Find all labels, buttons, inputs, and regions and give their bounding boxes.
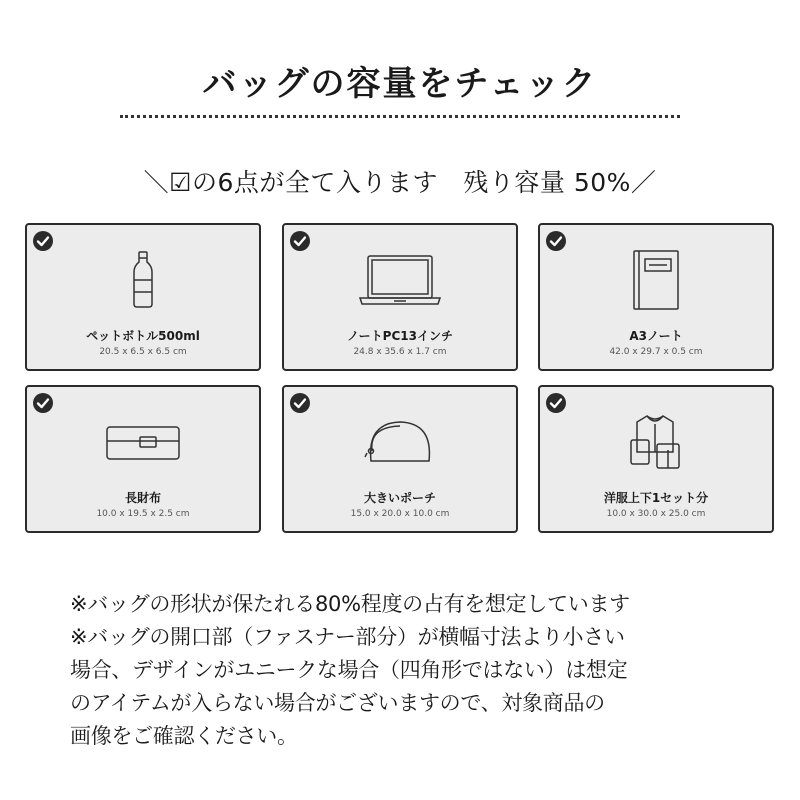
item-card-pouch: [282, 385, 518, 533]
notebook-icon: [540, 245, 772, 315]
item-name: 大きいポーチ: [363, 491, 436, 505]
note-line: 画像をご確認ください。: [70, 724, 298, 748]
item-card-bottle: [25, 223, 261, 371]
item-size: 10.0 x 30.0 x 25.0 cm: [606, 509, 706, 519]
disclaimer-notes: [70, 588, 770, 753]
note-line: 場合、デザインがユニークな場合（四角形ではない）は想定: [70, 658, 628, 682]
bottle-icon: [27, 245, 259, 315]
item-size: 42.0 x 29.7 x 0.5 cm: [609, 347, 703, 357]
item-size: 15.0 x 20.0 x 10.0 cm: [350, 509, 450, 519]
item-card-laptop: [282, 223, 518, 371]
item-name: ペットボトル500ml: [86, 329, 200, 343]
item-size: 10.0 x 19.5 x 2.5 cm: [96, 509, 190, 519]
laptop-icon: [284, 245, 516, 315]
note-line: のアイテムが入らない場合がございますので、対象商品の: [70, 691, 605, 715]
item-size: 20.5 x 6.5 x 6.5 cm: [99, 347, 187, 357]
note-line: ※バッグの形状が保たれる80%程度の占有を想定しています: [70, 592, 630, 616]
item-name: ノートPC13インチ: [347, 329, 453, 343]
item-size: 24.8 x 35.6 x 1.7 cm: [353, 347, 447, 357]
page-title: バッグの容量をチェック: [202, 64, 598, 104]
item-name: A3ノート: [629, 329, 683, 343]
item-name: 洋服上下1セット分: [603, 491, 709, 505]
note-line: ※バッグの開口部（ファスナー部分）が横幅寸法より小さい: [70, 625, 625, 649]
capacity-summary: ＼☑の6点が全て入ります 残り容量 50%／: [143, 168, 657, 197]
title-dotted-divider: [120, 115, 680, 118]
item-card-wallet: [25, 385, 261, 533]
wallet-icon: [27, 407, 259, 477]
item-card-clothes: [538, 385, 774, 533]
item-card-notebook: [538, 223, 774, 371]
clothes-icon: [540, 407, 772, 477]
item-name: 長財布: [124, 491, 161, 505]
pouch-icon: [284, 407, 516, 477]
